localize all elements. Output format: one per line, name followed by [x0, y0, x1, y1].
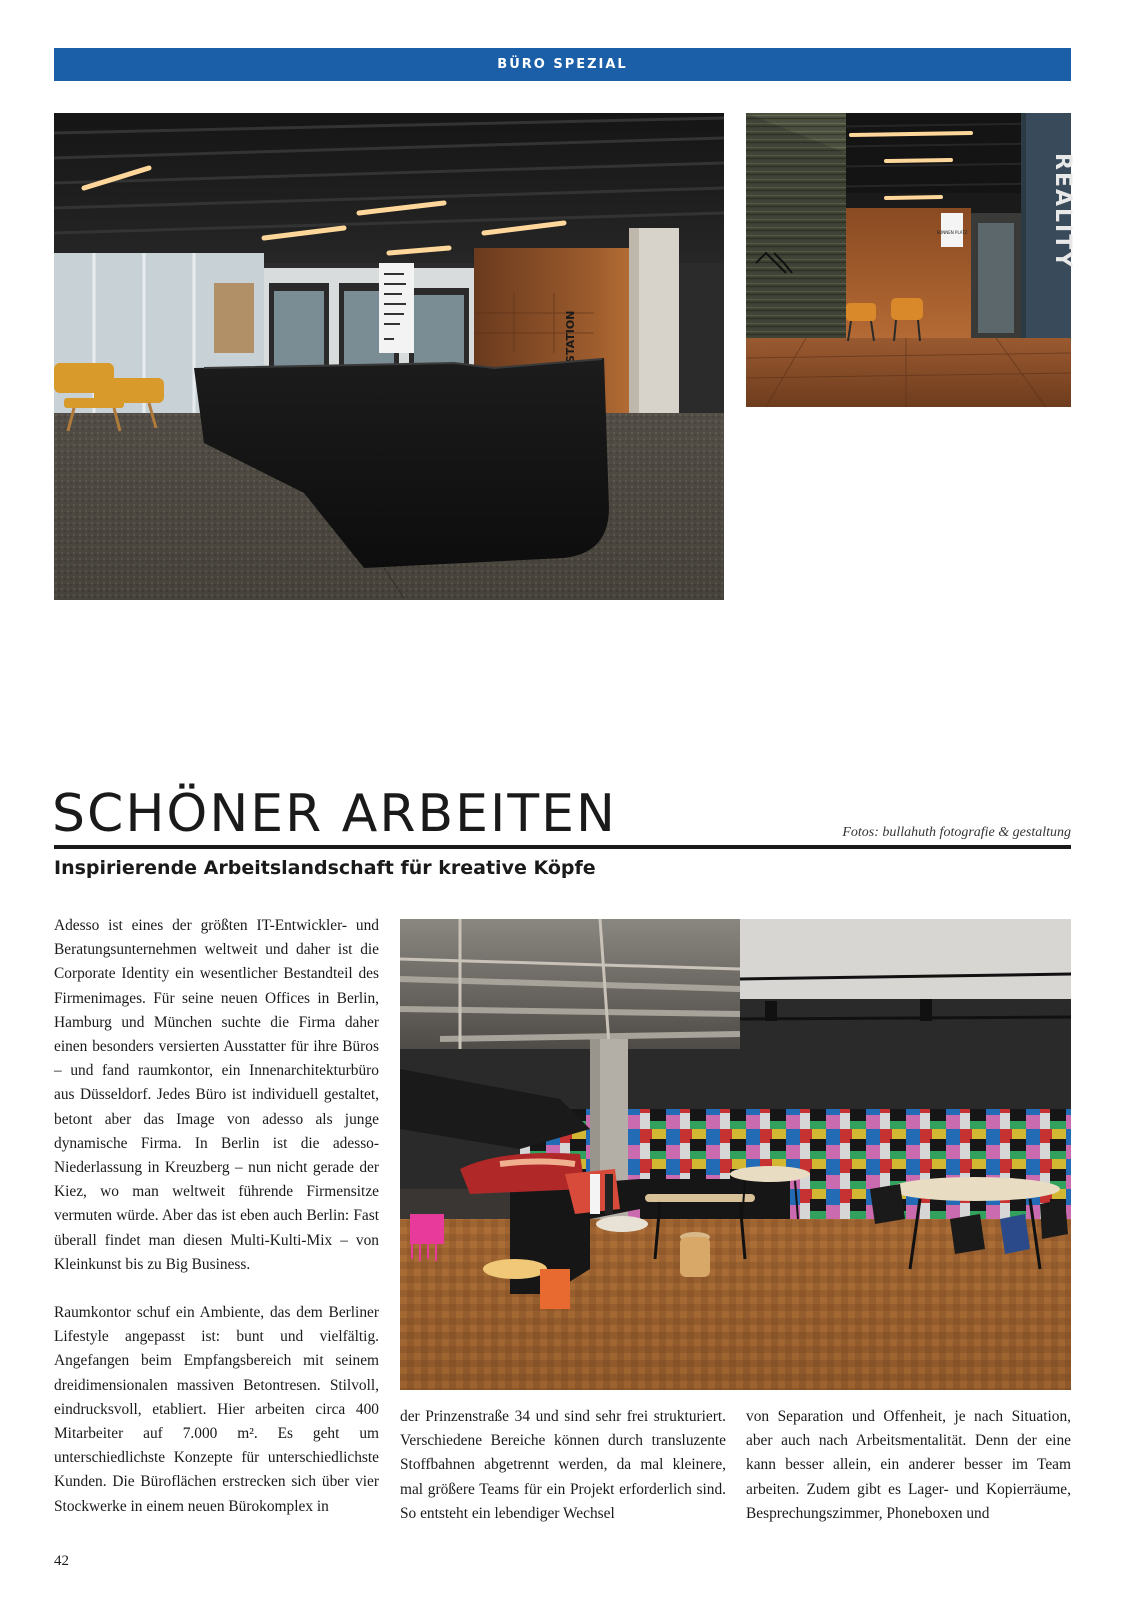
photo-lounge — [400, 919, 1071, 1390]
section-banner — [54, 48, 1071, 81]
title-rule — [54, 845, 1071, 849]
photo-credit: Fotos: bullahuth fotografie & gestaltung — [842, 825, 1071, 840]
corridor-sign: SONNEN PLATZ — [936, 230, 968, 235]
article-subtitle: Inspirierende Arbeitslandschaft für kreative Köpfe — [54, 857, 596, 879]
paragraph: von Separation und Offenheit, je nach Situation, aber auch nach Arbeitsmentalität. Denn der eine kann besser allein, ein anderer besser im Team arbeiten. Zudem gibt es Lager- und Kopierräume, Besprechungszimmer, Phoneboxen und — [746, 1408, 1071, 1522]
text-column-1 — [54, 914, 379, 1519]
paragraph: Adesso ist eines der größten IT-Entwickler- und Beratungsunternehmen weltweit und daher ist die Corporate Identity ein wesentlicher Bestandteil des Firmenimages. Für seine neuen Offices in Berlin, Hamburg und München suchte die Firma daher einen besonders versierten Ausstatter für ihre Büros – und fand raumkontor, ein Innenarchitekturbüro aus Düsseldorf. Jedes Büro ist individuell gestaltet, betont aber das Image von adesso als junge dynamische Firma. In Berlin ist die adesso-Niederlassung in Kreuzberg – nun nicht gerade der Kiez, wo man weltweit führende Firmensitze vermuten würde. Aber das ist eben auch Berlin: Fast überall findet man diesen Multi-Kulti-Mix – von Kleinkunst bis zu Big Business. — [54, 917, 379, 1273]
text-column-2 — [400, 1405, 726, 1526]
paragraph: der Prinzenstraße 34 und sind sehr frei strukturiert. Verschiedene Bereiche können durch transluzente Stoffbahnen abgetrennt werden, da mal kleinere, mal größere Teams für ein Projekt erforderlich sind. So entsteht ein lebendiger Wechsel — [400, 1408, 726, 1522]
text-column-3 — [746, 1405, 1071, 1526]
section-label: BÜRO SPEZIAL — [497, 57, 628, 72]
paragraph: Raumkontor schuf ein Ambiente, das dem Berliner Lifestyle angepasst ist: bunt und vielfältig. Angefangen beim Empfangsbereich mit seinem dreidimensionalen massiven Betontresen. Stilvoll, eindrucksvoll, etabliert. Hier arbeiten circa 400 Mitarbeiter auf 7.000 m². Es geht um unterschiedlichste Konzepte für unterschiedlichste Kunden. Die Büroflächen erstrecken sich über vier Stockwerke in einem neuen Bürokomplex in — [54, 1304, 379, 1515]
article-title: SCHÖNER ARBEITEN — [52, 784, 617, 844]
photo-corridor — [746, 113, 1075, 407]
page-number: 42 — [54, 1553, 69, 1569]
glass-lettering: REALITY — [1050, 153, 1075, 270]
station-sign: STATION — [564, 310, 577, 363]
photo-reception — [54, 113, 724, 600]
